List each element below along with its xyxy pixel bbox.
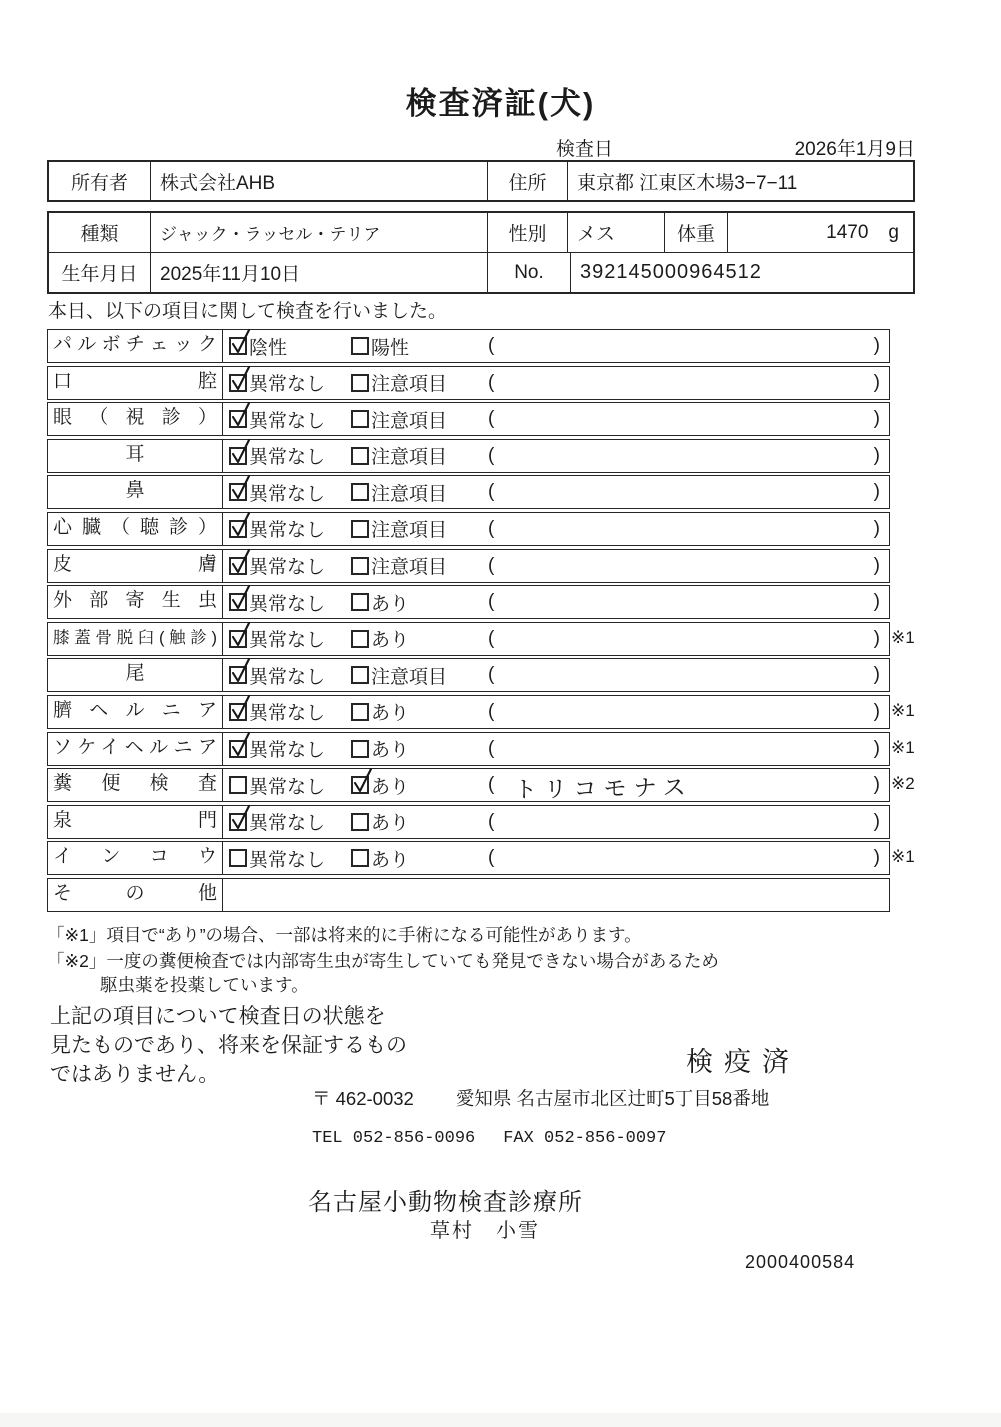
checkbox-icon [229,374,247,392]
row-label: 尾 [48,659,223,691]
disclaimer [50,1002,407,1089]
option-label: 異常なし [249,374,326,396]
owner-table [47,160,915,202]
sex-value: メス [567,213,664,252]
handwritten-note [514,343,873,348]
paren-close-icon: ) [873,737,880,759]
checkbox-icon [351,520,369,538]
option-label: 陽性 [371,337,410,359]
paren-open-icon: ( [488,591,495,613]
checkbox-icon [229,740,247,758]
veterinarian-name: 草村 小雪 [430,1220,540,1242]
paren-close-icon: ) [873,810,880,832]
checkbox-icon [351,740,369,758]
checkbox-icon [351,630,369,648]
weight-cell [727,213,913,252]
paren-open-icon: ( [488,335,495,356]
handwritten-note [514,453,873,458]
handwritten-note [514,563,873,568]
disclaimer-line: 見たものであり、将来を保証するもの [50,1034,407,1057]
checkbox-icon [229,520,247,538]
sex-label: 性別 [487,213,567,252]
clinic-name: 名古屋小動物検査診療所 [308,1189,583,1216]
weight-value: 1470 [826,221,869,243]
footnote-mark: ※1 [891,847,915,867]
quarantine-stamp: 検疫済 [686,1047,800,1077]
owner-value: 株式会社AHB [150,162,487,200]
handwritten-note [514,417,873,422]
tel-number: TEL 052-856-0096 [312,1129,476,1148]
paren-open-icon: ( [488,371,495,393]
option-label: 異常なし [249,557,326,579]
paren-close-icon: ) [873,371,880,393]
option-label: あり [371,630,410,652]
row-label: 泉門 [48,806,223,838]
footnote-mark: ※1 [891,700,915,720]
option-label: あり [371,703,410,725]
clinic-contact-line [312,1129,666,1148]
handwritten-note [514,673,873,678]
checklist-row-ectoparasite [47,585,890,619]
footnote-2-cont: 駆虫薬を投薬しています。 [100,975,309,995]
option-label: 注意項目 [371,666,448,688]
row-label: その他 [48,879,223,911]
paren-close-icon: ) [873,627,880,649]
paren-close-icon: ) [873,664,880,686]
address-label: 住所 [487,162,567,200]
checkbox-icon [229,630,247,648]
handwritten-note [514,490,873,495]
checkbox-icon [351,776,369,794]
option-label: あり [371,813,410,835]
paren-open-icon: ( [488,847,495,869]
other-empty-cell [223,879,889,911]
handwritten-note [514,380,873,385]
paren-close-icon: ) [873,700,880,722]
paren-close-icon: ) [873,335,880,356]
paren-open-icon: ( [488,700,495,722]
checkbox-icon [351,337,369,355]
checkbox-icon [351,557,369,575]
row-label: 糞便検査 [48,769,223,801]
row-label: 膝蓋骨脱臼(触診) [48,623,223,655]
birthdate-label: 生年月日 [61,264,138,285]
inspection-date-label: 検査日 [556,139,614,160]
handwritten-note [514,856,873,861]
clinic-address-line [312,1085,769,1111]
checklist-row-ears [47,439,890,473]
option-label: 注意項目 [371,557,448,579]
inspection-date-value: 2026年1月9日 [794,139,915,160]
paren-close-icon: ) [873,591,880,613]
disclaimer-line: 上記の項目について検査日の状態を [50,1005,386,1028]
row-label: 眼（視診） [48,403,223,435]
no-value: 392145000964512 [570,253,913,292]
checklist-row-tail [47,658,890,692]
paren-close-icon: ) [873,774,880,796]
checkbox-icon [351,849,369,867]
option-label: 異常なし [249,483,326,505]
fax-number: FAX 052-856-0097 [503,1129,667,1148]
handwritten-note: トリコモナス [514,773,694,803]
option-label: 注意項目 [371,483,448,505]
checkbox-icon [229,776,247,794]
scan-artifact [0,1413,1001,1427]
option-label: 異常なし [249,447,326,469]
paren-close-icon: ) [873,517,880,539]
checkbox-icon [351,374,369,392]
row-label: 口腔 [48,367,223,399]
serial-number: 2000400584 [745,1252,856,1272]
checkbox-icon [229,557,247,575]
breed-label: 種類 [80,224,119,245]
checklist-row-nose [47,475,890,509]
paren-open-icon: ( [488,627,495,649]
checkbox-icon [229,593,247,611]
option-label: 異常なし [249,593,326,615]
no-label: No. [487,253,570,292]
paren-close-icon: ) [873,444,880,466]
option-label: 注意項目 [371,447,448,469]
checklist-row-patella [47,622,915,656]
paren-open-icon: ( [488,664,495,686]
handwritten-note [514,709,873,714]
row-label: 心臓（聴診） [48,513,223,545]
checkbox-icon [229,703,247,721]
option-label: 異常なし [249,666,326,688]
checklist-row-parvo [47,329,890,363]
checkbox-icon [351,447,369,465]
handwritten-note [514,819,873,824]
checkbox-icon [351,666,369,684]
checklist-row-fecal-exam [47,768,915,803]
footnote-1: 「※1」項目で“あり”の場合、一部は将来的に手術になる可能性があります。 [47,925,642,945]
row-label: パルボチェック [48,330,223,362]
paren-close-icon: ) [873,554,880,576]
option-label: 異常なし [249,703,326,725]
paren-open-icon: ( [488,444,495,466]
option-label: 異常なし [249,849,326,871]
checkbox-icon [351,593,369,611]
checkbox-icon [351,813,369,831]
address-value: 東京都 江東区木場3−7−11 [567,162,913,200]
intro-text: 本日、以下の項目に関して検査を行いました。 [48,301,448,322]
handwritten-note [514,526,873,531]
owner-label: 所有者 [70,172,128,194]
row-label: 臍ヘルニア [48,696,223,728]
row-label: インコウ [48,842,223,874]
clinic-address: 愛知県 名古屋市北区辻町5丁目58番地 [455,1088,770,1109]
disclaimer-line: ではありません。 [50,1063,220,1086]
breed-value: ジャック・ラッセル・テリア [150,213,487,252]
postal-code: 〒 462-0032 [312,1088,414,1109]
checklist-row-heart [47,512,890,546]
option-label: あり [371,740,410,762]
checkbox-icon [229,337,247,355]
paren-close-icon: ) [873,847,880,869]
option-label: 注意項目 [371,374,448,396]
checklist-row-mouth [47,366,890,400]
footnote-mark: ※1 [891,627,915,647]
checklist-row-fontanelle [47,805,890,839]
document-title: 検査済証(犬) [405,86,596,121]
row-label: ソケイヘルニア [48,733,223,765]
checkbox-icon [351,483,369,501]
checklist-row-inkou [47,841,915,875]
option-label: 注意項目 [371,520,448,542]
option-label: 異常なし [249,740,326,762]
footnote-mark: ※1 [891,737,915,757]
row-label: 鼻 [48,476,223,508]
paren-open-icon: ( [488,554,495,576]
checkbox-icon [229,849,247,867]
handwritten-note [514,746,873,751]
option-label: 異常なし [249,776,326,798]
row-label: 外部寄生虫 [48,586,223,618]
paren-open-icon: ( [488,517,495,539]
weight-label: 体重 [664,213,727,252]
handwritten-note [514,636,873,641]
option-label: 陰性 [249,337,288,359]
birthdate-value: 2025年11月10日 [150,253,487,292]
checkbox-icon [351,703,369,721]
paren-open-icon: ( [488,810,495,832]
footnote-2: 「※2」一度の糞便検査では内部寄生虫が寄生していても発見できない場合があるため [47,951,719,971]
paren-close-icon: ) [873,408,880,430]
checklist-table [47,329,957,915]
row-label: 耳 [48,440,223,472]
option-label: 異常なし [249,813,326,835]
checkbox-icon [229,447,247,465]
checklist-row-eyes [47,402,890,436]
handwritten-note [514,600,873,605]
checkbox-icon [229,666,247,684]
paren-close-icon: ) [873,481,880,503]
checklist-row-skin [47,549,890,583]
paren-open-icon: ( [488,408,495,430]
animal-table [47,211,915,294]
checkbox-icon [229,813,247,831]
checkbox-icon [229,410,247,428]
option-label: あり [371,776,410,798]
option-label: 異常なし [249,520,326,542]
paren-open-icon: ( [488,737,495,759]
weight-unit: g [888,221,899,243]
checklist-row-inguinal-hernia [47,732,915,766]
checkbox-icon [351,410,369,428]
option-label: 異常なし [249,410,326,432]
paren-open-icon: ( [488,481,495,503]
option-label: あり [371,849,410,871]
checkbox-icon [229,483,247,501]
checklist-row-other [47,878,890,912]
checklist-row-umbilical-hernia [47,695,915,729]
footnote-mark: ※2 [891,774,915,794]
option-label: 注意項目 [371,410,448,432]
option-label: 異常なし [249,630,326,652]
option-label: あり [371,593,410,615]
row-label: 皮膚 [48,550,223,582]
paren-open-icon: ( [488,774,495,796]
